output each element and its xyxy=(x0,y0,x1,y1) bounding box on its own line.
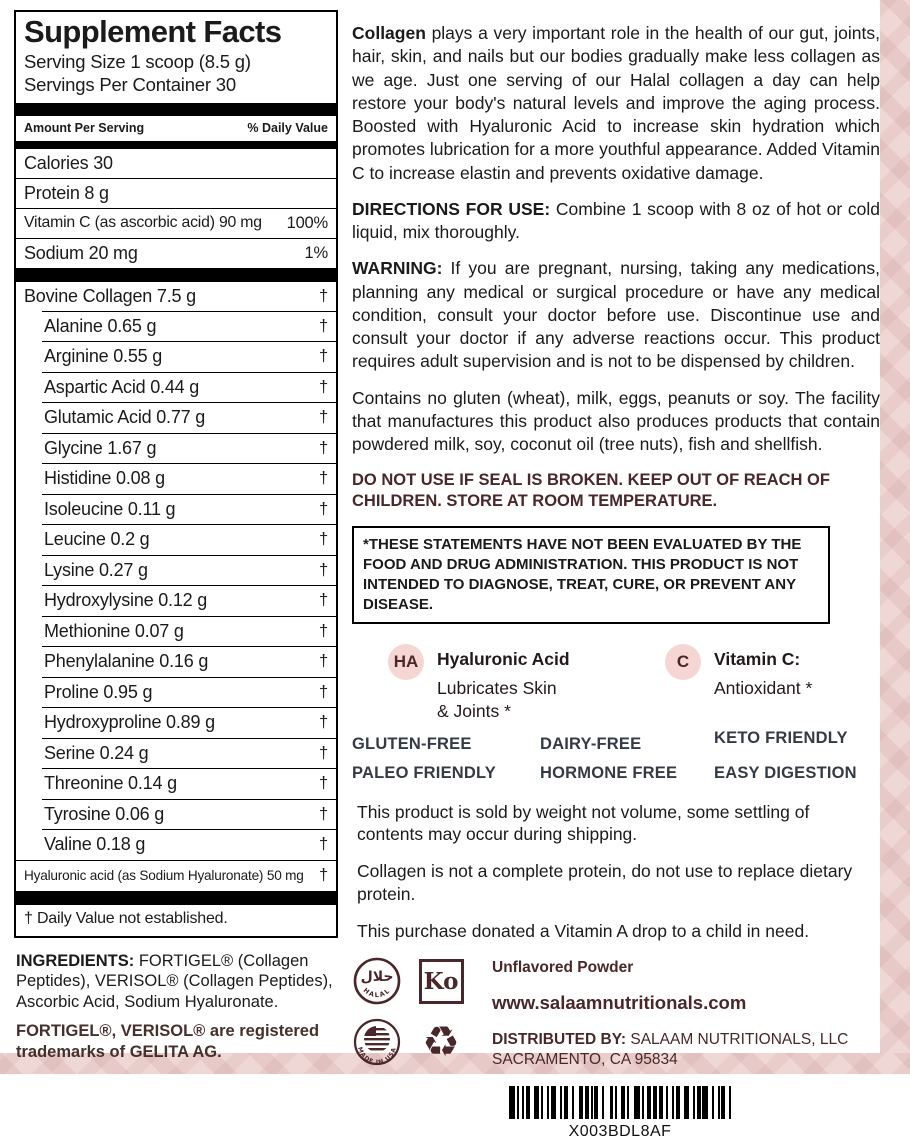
dagger-mark: † xyxy=(319,377,328,396)
amino-row xyxy=(42,585,336,616)
amino-row xyxy=(42,829,336,860)
ha-badge-icon: HA xyxy=(388,644,424,680)
amino-label: Threonine 0.14 g xyxy=(44,773,177,794)
feature-vitamin-c xyxy=(665,644,812,723)
allergen-paragraph: Contains no gluten (wheat), milk, eggs, peanuts or soy. The facility that manufactures this product also produces products that contain powdered milk, soy, coconut oil (tree nuts), fish and shellfish. xyxy=(352,387,880,455)
distributor-info xyxy=(492,1030,848,1070)
weight-note: This product is sold by weight not volume, some settling of contents may occur during shipping. xyxy=(357,801,810,845)
amino-row xyxy=(42,311,336,342)
amino-row xyxy=(42,372,336,403)
distributor-lead: DISTRIBUTED BY: xyxy=(492,1031,627,1049)
nutrient-label: Sodium 20 mg xyxy=(24,242,138,263)
certifications-and-contact xyxy=(352,956,880,1070)
claim-keto-friendly: KETO FRIENDLY xyxy=(714,728,848,747)
dagger-mark: † xyxy=(319,530,328,549)
distributor-address: SACRAMENTO, CA 95834 xyxy=(492,1051,678,1069)
feature-hyaluronic xyxy=(388,644,573,723)
supplement-facts-title: Supplement Facts xyxy=(24,14,282,49)
nutrient-dv: 100% xyxy=(286,213,328,232)
dagger-mark: † xyxy=(319,835,328,854)
warning-paragraph xyxy=(352,257,880,373)
dagger-mark: † xyxy=(319,316,328,335)
dagger-mark: † xyxy=(319,866,328,885)
amino-row xyxy=(42,616,336,647)
divider-bar xyxy=(16,891,336,905)
divider-bar xyxy=(16,103,336,116)
barcode-code: X003BDL8AF xyxy=(568,1123,672,1141)
recycle-glyph: ♻ xyxy=(422,1017,460,1067)
made-in-usa-icon xyxy=(352,1017,402,1067)
directions-lead: DIRECTIONS FOR USE: xyxy=(352,198,551,219)
nutrient-row-hyaluronic-acid xyxy=(16,860,336,891)
amino-label: Lysine 0.27 g xyxy=(44,559,148,580)
halal-icon xyxy=(352,956,402,1006)
feature-title: Vitamin C: xyxy=(714,649,801,670)
amount-per-serving-label: Amount Per Serving xyxy=(24,121,145,136)
ingredients-rest: FORTIGEL® (Collagen Peptides), VERISOL® (Collagen Peptides), Ascorbic Acid, Sodium Hyaluronate. xyxy=(16,952,333,1011)
nutrient-dv: 1% xyxy=(304,243,328,262)
amino-label: Leucine 0.2 g xyxy=(44,529,150,550)
feature-title: Hyaluronic Acid xyxy=(437,649,570,670)
kosher-icon xyxy=(416,956,466,1006)
feature-desc: Antioxidant * xyxy=(714,678,813,699)
feature-highlights xyxy=(388,644,880,723)
directions-paragraph xyxy=(352,198,880,245)
dagger-mark: † xyxy=(319,743,328,762)
amino-row xyxy=(42,402,336,433)
dagger-mark: † xyxy=(319,499,328,518)
protein-note: Collagen is not a complete protein, do not use to replace dietary protein. xyxy=(357,861,853,904)
amino-row xyxy=(42,433,336,464)
nutrient-label: Bovine Collagen 7.5 g xyxy=(24,285,196,306)
amino-row xyxy=(42,707,336,738)
donation-note: This purchase donated a Vitamin A drop to a child in need. xyxy=(357,920,810,941)
amino-label: Glycine 1.67 g xyxy=(44,437,157,458)
recycle-icon xyxy=(416,1017,466,1067)
claim-hormone-free: HORMONE FREE xyxy=(540,763,678,782)
amino-row xyxy=(42,494,336,525)
dagger-mark: † xyxy=(319,347,328,366)
warning-rest: If you are pregnant, nursing, taking any medications, planning any medical or surgical procedure or have any medical condition, consult your doctor before use. Discontinue use and consult your doctor if any adverse reactions occur. This product requires adult supervision and is not to be dispensed by children. xyxy=(352,258,880,372)
amino-row xyxy=(42,738,336,769)
amino-label: Proline 0.95 g xyxy=(44,681,153,702)
dagger-mark: † xyxy=(319,804,328,823)
divider-bar xyxy=(16,268,336,282)
ingredients-lead: INGREDIENTS: xyxy=(16,952,135,970)
intro-paragraph xyxy=(352,22,880,185)
amino-label: Serine 0.24 g xyxy=(44,742,149,763)
amount-per-serving-row xyxy=(16,116,336,141)
nutrient-label: Protein 8 g xyxy=(24,182,109,203)
amino-label: Isoleucine 0.11 g xyxy=(44,498,176,519)
svg-text:HALAL: HALAL xyxy=(361,986,393,1000)
dagger-mark: † xyxy=(319,469,328,488)
amino-row xyxy=(42,799,336,830)
dagger-mark: † xyxy=(319,408,328,427)
intro-lead: Collagen xyxy=(352,23,426,43)
amino-label: Aspartic Acid 0.44 g xyxy=(44,376,200,397)
barcode-image xyxy=(460,1086,780,1119)
fda-disclaimer-box: *THESE STATEMENTS HAVE NOT BEEN EVALUATED BY THE FOOD AND DRUG ADMINISTRATION. THIS PRODUCT IS NOT INTENDED TO DIAGNOSE, TREAT, CURE, OR PREVENT ANY DISEASE. xyxy=(352,526,830,624)
amino-label: Methionine 0.07 g xyxy=(44,620,184,641)
dagger-mark: † xyxy=(319,438,328,457)
servings-per-container: Servings Per Container 30 xyxy=(24,74,236,96)
ingredients-block xyxy=(16,951,350,1062)
feature-text xyxy=(437,644,573,723)
amino-row xyxy=(42,463,336,494)
divider-bar xyxy=(16,141,336,149)
daily-value-footnote: † Daily Value not established. xyxy=(24,909,228,927)
serving-size: Serving Size 1 scoop (8.5 g) xyxy=(24,50,251,72)
feature-desc: Lubricates Skin & Joints * xyxy=(437,678,557,721)
nutrient-row-vitamin-c xyxy=(16,208,336,238)
amino-row xyxy=(42,646,336,677)
amino-label: Hydroxylysine 0.12 g xyxy=(44,590,208,611)
distributor-name: SALAAM NUTRITIONALS, LLC xyxy=(626,1031,849,1049)
supplement-facts-header xyxy=(16,12,336,103)
claim-paleo-friendly: PALEO FRIENDLY xyxy=(352,763,496,782)
dagger-mark: † xyxy=(319,286,328,305)
dagger-mark: † xyxy=(319,774,328,793)
website-url: www.salaamnutritionals.com xyxy=(492,992,747,1014)
supplement-facts-panel xyxy=(14,10,338,938)
vitamin-c-badge-icon: C xyxy=(665,644,701,680)
nutrient-row-protein xyxy=(16,178,336,208)
ingredients-text xyxy=(16,951,350,1012)
amino-row xyxy=(42,524,336,555)
contact-text xyxy=(492,956,848,1070)
intro-rest: plays a very important role in the health of our gut, joints, hair, skin, and nails but our bodies gradually make less collagen as we age. Just one serving of our Halal collagen a day can help restore your body's natural levels and improve the aging process. Boosted with Hyaluronic Acid to increase skin hydration which promotes lubrication for a more youthful appearance. Added Vitamin C to increase elastin and prevents oxidative damage. xyxy=(352,23,880,183)
dagger-mark: † xyxy=(319,682,328,701)
nutrient-label: Vitamin C (as ascorbic acid) 90 mg xyxy=(24,214,262,232)
claim-gluten-free: GLUTEN-FREE xyxy=(352,734,472,753)
claims-grid xyxy=(352,728,880,783)
dagger-mark: † xyxy=(319,591,328,610)
nutrient-label: Hyaluronic acid (as Sodium Hyaluronate) 50 mg xyxy=(24,868,304,884)
feature-text xyxy=(714,644,812,723)
amino-label: Hydroxyproline 0.89 g xyxy=(44,712,215,733)
amino-row xyxy=(42,555,336,586)
kosher-mark: Ko xyxy=(419,959,464,1004)
amino-row xyxy=(42,768,336,799)
amino-label: Glutamic Acid 0.77 g xyxy=(44,407,206,428)
seal-warning: DO NOT USE IF SEAL IS BROKEN. KEEP OUT OF REACH OF CHILDREN. STORE AT ROOM TEMPERATURE. xyxy=(352,470,830,510)
nutrient-row-sodium xyxy=(16,238,336,268)
dagger-mark: † xyxy=(319,621,328,640)
amino-label: Phenylalanine 0.16 g xyxy=(44,651,209,672)
svg-text:MADE IN USA: MADE IN USA xyxy=(356,1046,398,1067)
amino-label: Alanine 0.65 g xyxy=(44,315,157,336)
nutrient-row-bovine-collagen xyxy=(16,282,336,311)
amino-label: Valine 0.18 g xyxy=(44,834,146,855)
nutrient-label: Calories 30 xyxy=(24,152,113,173)
trademark-note: FORTIGEL®, VERISOL® are registered trademarks of GELITA AG. xyxy=(16,1022,320,1061)
pink-border-right xyxy=(880,0,910,1074)
warning-lead: WARNING: xyxy=(352,258,443,279)
amino-label: Histidine 0.08 g xyxy=(44,468,165,489)
certification-icons xyxy=(352,956,472,1070)
claim-easy-digestion: EASY DIGESTION xyxy=(714,763,857,782)
amino-label: Tyrosine 0.06 g xyxy=(44,803,165,824)
amino-row xyxy=(42,341,336,372)
dagger-mark: † xyxy=(319,652,328,671)
product-form: Unflavored Powder xyxy=(492,959,634,977)
percent-daily-value-label: % Daily Value xyxy=(247,121,328,136)
amino-row xyxy=(42,677,336,708)
svg-text:حلال: حلال xyxy=(360,969,394,986)
dagger-mark: † xyxy=(319,560,328,579)
directions-rest: Combine 1 scoop with 8 oz of hot or cold liquid, mix thoroughly. xyxy=(352,198,880,243)
claim-dairy-free: DAIRY-FREE xyxy=(540,734,642,753)
barcode-block xyxy=(460,1086,780,1141)
amino-label: Arginine 0.55 g xyxy=(44,346,163,367)
dagger-mark: † xyxy=(319,713,328,732)
nutrient-row-calories xyxy=(16,149,336,178)
right-column xyxy=(352,22,880,1141)
